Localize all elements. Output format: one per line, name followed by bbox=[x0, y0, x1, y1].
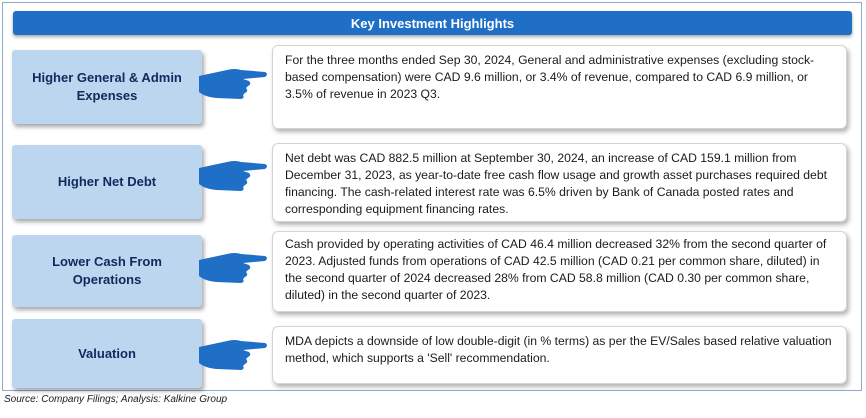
pointing-hand-icon bbox=[197, 62, 269, 102]
row-text-valuation: MDA depicts a downside of low double-digit (in % terms) as per the EV/Sales based relative valuation method, which supports a 'Sell' recommendation. bbox=[272, 326, 847, 384]
pointing-hand-icon bbox=[197, 154, 269, 194]
row-text-gna-expenses: For the three months ended Sep 30, 2024, General and administrative expenses (excluding stock-based compensation) were CAD 9.6 million, or 3.4% of revenue, compared to CAD 6.9 million, or 3.5% of revenue in 2023 Q3. bbox=[272, 45, 847, 129]
row-label-gna-expenses: Higher General & Admin Expenses bbox=[12, 50, 202, 124]
row-text-cash-from-operations: Cash provided by operating activities of CAD 46.4 million decreased 32% from the second quarter of 2023. Adjusted funds from operations of CAD 42.5 million (CAD 0.21 per common share, diluted) in the second quarter of 2024 decreased 28% from CAD 58.8 million (CAD 0.30 per common share, diluted) in the second quarter of 2023. bbox=[272, 231, 847, 312]
row-label-net-debt: Higher Net Debt bbox=[12, 145, 202, 219]
source-note: Source: Company Filings; Analysis: Kalkine Group bbox=[4, 394, 228, 405]
header-title: Key Investment Highlights bbox=[13, 11, 852, 35]
row-label-valuation: Valuation bbox=[12, 319, 202, 388]
pointing-hand-icon bbox=[197, 246, 269, 286]
row-label-cash-from-operations: Lower Cash From Operations bbox=[12, 235, 202, 307]
pointing-hand-icon bbox=[197, 333, 269, 373]
row-text-net-debt: Net debt was CAD 882.5 million at September 30, 2024, an increase of CAD 159.1 million from December 31, 2023, as year-to-date free cash flow usage and growth asset purchases required debt financing. The cash-related interest rate was 6.5% driven by Bank of Canada posted rates and corresponding equipment financing rates. bbox=[272, 143, 847, 222]
